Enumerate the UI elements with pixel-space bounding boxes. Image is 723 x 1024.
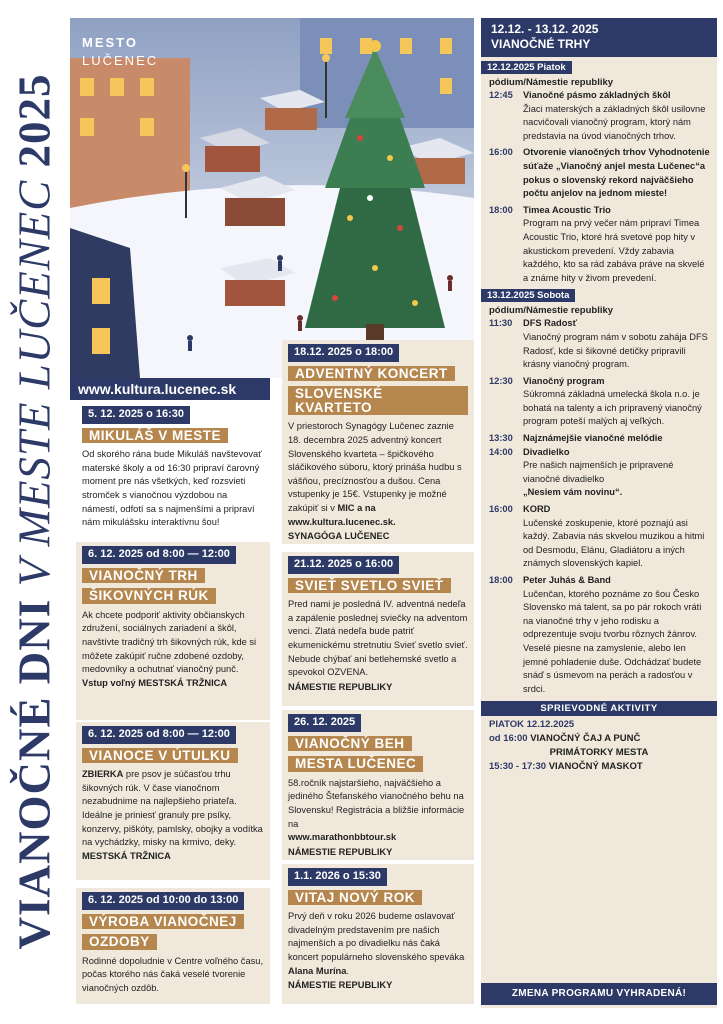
program-item (481, 317, 717, 371)
event-footer: Vstup voľný MESTSKÁ TRŽNICA (82, 677, 228, 688)
event-title-line2: OZDOBY (82, 934, 157, 950)
program-desc: Program na prvý večer nám pripraví Timea Acoustic Trio, ktoré hrá svetové pop hity v akustickom prevedení. Vždy zabavia každého, kto sa rád zabáva práve na skvelé a známe hity v živom prevedení. (523, 218, 705, 283)
event-text (82, 768, 264, 863)
program-title: Najznámejšie vianočné melódie (523, 433, 663, 444)
program-item (481, 432, 717, 446)
event-text (288, 910, 468, 978)
event-title: MIKULÁŠ V MESTE (82, 428, 228, 444)
event-date: 21.12. 2025 o 16:00 (288, 556, 399, 574)
event-date: 6. 12. 2025 od 10:00 do 13:00 (82, 892, 244, 910)
event-place: NÁMESTIE REPUBLIKY (288, 980, 393, 991)
program-item (481, 146, 717, 200)
day-header-friday: 12.12.2025 Piatok (481, 61, 572, 74)
event-card-novyrok (282, 864, 474, 1004)
vertical-title (6, 8, 64, 1014)
program-time: 16:00 (489, 504, 513, 515)
day-header-saturday: 13.12.2025 Sobota (481, 289, 575, 302)
program-time: 13:30 (489, 433, 513, 444)
side-activity-text: VIANOČNÝ ČAJ A PUNČ (530, 733, 641, 745)
stage-label: pódium/Námestie republiky (489, 305, 614, 317)
event-text: 58.ročník najstaršieho, najväčšieho a jediného Štefanského vianočného behu na Slovensku! Registrácia a bližšie informácie na (288, 777, 465, 829)
program-desc: Vianočný program nám v sobotu zahája DFS Radosť, kde si šikovné detičky pripravili krásny vianočný program. (523, 331, 708, 370)
event-card-trh (76, 542, 270, 720)
event-card-svietsvetlo (282, 552, 474, 706)
program-desc: Pre našich najmenších je pripravené vianočné divadielko (523, 460, 674, 484)
side-activity-1-cont: PRIMÁTORKY MESTA (549, 747, 649, 759)
title-year: 2025 (9, 73, 60, 167)
side-activity-text: VIANOČNÝ MASKOT (548, 761, 643, 773)
program-time: 18:00 (489, 575, 513, 585)
event-text: Ak chcete podporiť aktivity občianskych združení, sociálnych zariadení a škôl, navštívte tradičný trh šikovných rúk, kde si môžete zakúpiť ručne zdobené ozdoby, medovníky a ochutnať vianočný punč. (82, 609, 257, 675)
program-time: 18:00 (489, 204, 513, 215)
program-desc-bold: „Nesiem vám novinu“. (523, 487, 623, 498)
program-desc: Žiaci materských a základných škôl usilovne nacvičovali vianočný program, ktorý nám predstavia na úvod vianočných trhov. (523, 103, 706, 141)
program-title: Otvorenie vianočných trhov Vyhodnotenie súťaže „Vianočný anjel mesta Lučenec“a pokus o slovenský rekord najväčšieho počtu anjelov na jednom mieste! (523, 147, 710, 199)
event-title-line2: SLOVENSKÉ KVARTETO (288, 386, 468, 415)
event-place: MESTSKÁ TRŽNICA (82, 850, 171, 861)
event-date: 26. 12. 2025 (288, 714, 361, 732)
side-activity-time: 15:30 - 17:30 (489, 761, 547, 773)
event-title: VIANOCE V ÚTULKU (82, 748, 238, 764)
program-item (481, 446, 717, 500)
program-title: Timea Acoustic Trio (523, 204, 611, 215)
program-item (481, 574, 717, 696)
market-title: VIANOČNÉ TRHY (491, 37, 591, 51)
program-time: 12:45 (489, 90, 513, 100)
market-dates: 12.12. - 13.12. 2025 (491, 22, 599, 36)
punctuation: . (346, 965, 349, 976)
side-activity-2 (489, 760, 709, 774)
program-item (481, 503, 717, 571)
title-part1: VIANOČNÉ DNI (9, 598, 60, 949)
event-body: Prvý deň v roku 2026 budeme oslavovať divadelným predstavením pre našich najmenších a po divadielku nás čaká koncert populárneho slovenského speváka (288, 911, 465, 962)
program-title: DFS Radosť (523, 318, 578, 329)
program-title: KORD (523, 504, 551, 515)
event-body: pre psov je súčasťou trhu šikovných rúk. V čase vianočnom nezabudnime na najlepšieho priateľa. Ideálne je priniesť granuly pre psíky, konzervy, piškóty, pamlsky, obojky a vodítka na vychádzky, misky na krmivo, deky. (82, 769, 263, 848)
event-date: 6. 12. 2025 od 8:00 — 12:00 (82, 546, 236, 564)
performer: Alana Murína (288, 965, 347, 976)
market-header (481, 18, 717, 57)
event-date: 6. 12. 2025 od 8:00 — 12:00 (82, 726, 236, 744)
event-lead: ZBIERKA (82, 769, 124, 780)
program-title: Vianočné pásmo základných škôl (523, 90, 671, 100)
event-place: NÁMESTIE REPUBLIKY (288, 846, 393, 857)
event-card-beh (282, 710, 474, 860)
event-title-line1: VIANOČNÝ TRH (82, 568, 205, 584)
program-desc: Lučenské zoskupenie, ktoré poznajú asi každý. Zabavia nás skvelou muzikou a hitmi od Desmodu, Elánu, Gladiátoru a iných známych slovenských kapiel. (523, 517, 705, 569)
event-title-line2: MESTA LUČENEC (288, 756, 423, 772)
program-time: 16:00 (489, 147, 513, 158)
event-title-line1: VIANOČNÝ BEH (288, 736, 412, 752)
program-item (481, 375, 717, 429)
event-place: SYNAGÓGA LUČENEC (288, 531, 390, 542)
side-activities-header: SPRIEVODNÉ AKTIVITY (481, 701, 717, 716)
program-change-notice: ZMENA PROGRAMU VYHRADENÁ! (481, 983, 717, 1005)
event-date: 1.1. 2026 o 15:30 (288, 868, 387, 886)
event-text: Rodinné dopoludnie v Centre voľného času, počas ktorého nás čaká veselé tvorenie vianočných ozdôb. (82, 955, 264, 993)
side-activities (481, 716, 717, 776)
program-item (481, 89, 717, 143)
event-title-line2: ŠIKOVNÝCH RÚK (82, 588, 216, 604)
logo-line1: MESTO (82, 35, 138, 50)
christmas-square-illustration (70, 18, 474, 378)
event-body: V priestoroch Synagógy Lučenec zaznie 18. decembra 2025 adventný koncert Slovenského kvarteta – špičkového sláčikového súboru, ktorý prináša hudbu s vášňou, precíznosťou a dušou. Cena vstupenky je 15€. Vstupenky je možné zakúpiť si v (288, 421, 462, 513)
event-title-line1: ADVENTNÝ KONCERT (288, 366, 455, 382)
event-place: NÁMESTIE REPUBLIKY (288, 681, 393, 692)
event-title-line1: VÝROBA VIANOČNEJ (82, 914, 244, 930)
program-time: 11:30 (489, 318, 513, 329)
event-card-utulok (76, 722, 270, 880)
logo-line2: LUČENEC (82, 53, 159, 69)
side-activity-1 (489, 732, 709, 746)
side-activities-date: PIATOK 12.12.2025 (489, 719, 575, 731)
event-date: 5. 12. 2025 o 16:30 (82, 406, 190, 424)
program-time: 14:00 (489, 446, 513, 457)
event-text (288, 420, 468, 529)
hero-illustration (70, 18, 474, 378)
website-link[interactable]: www.kultura.lucenec.sk (70, 378, 270, 400)
event-text: Pred nami je posledná IV. adventná nedeľa a zapálenie poslednej sviečky na adventom venci. Zlatá nedeľa bude patriť ekumenickému stretnutiu Svieť svetlo svieť. Nebude chýbať ani betlehemské svetlo a spevokol OZVENA. (288, 599, 468, 678)
market-program (481, 18, 717, 1008)
event-card-mikulas (76, 402, 270, 540)
event-date: 18.12. 2025 o 18:00 (288, 344, 399, 362)
side-activity-time: od 16:00 (489, 733, 528, 745)
program-title: Vianočný program (523, 375, 605, 386)
program-item (481, 204, 717, 286)
program-time: 12:30 (489, 375, 513, 386)
stage-label: pódium/Námestie republiky (489, 77, 614, 88)
event-title: VITAJ NOVÝ ROK (288, 890, 422, 906)
event-text: Od skorého rána bude Mikuláš navštevovať materské školy a od 16:30 pripraví čarovný moment pre nás všetkých, keď rozsvieti stromček s vianočnou výzdobou na námestí, odfotí sa s najmenšími a pripraví nám mikulášsku interaktívnu šou! (82, 449, 262, 528)
program-title: Peter Juhás & Band (523, 575, 611, 585)
event-card-koncert (282, 340, 474, 544)
program-title: Divadielko (523, 446, 570, 457)
title-part2: V MESTE LUČENEC (9, 179, 60, 586)
event-card-ozdoby (76, 888, 270, 1004)
event-link[interactable]: www.marathonbbtour.sk (288, 832, 397, 843)
event-title: SVIEŤ SVETLO SVIEŤ (288, 578, 451, 594)
program-desc: Lučenčan, ktorého poznáme zo šou Česko Slovensko má talent, sa po pár rokoch vráti na vianočné trhy v jeho rodisku a odprezentuje svoju tvorbu rôznych žánrov. Veselé piesne na zamyslenie, alebo len jemné pohladenie duše. Odchádzať budete snáď s úsmevom na perách a radosťou v srdci. (523, 588, 702, 694)
ticket-info[interactable]: MIC a na www.kultura.lucenec.sk. (288, 502, 396, 527)
program-desc: Súkromná základná umelecká škola n.o. je bohatá na talenty a ich pripravený vianočný program poteší malých aj veľkých. (523, 389, 702, 427)
city-logo (82, 34, 158, 70)
